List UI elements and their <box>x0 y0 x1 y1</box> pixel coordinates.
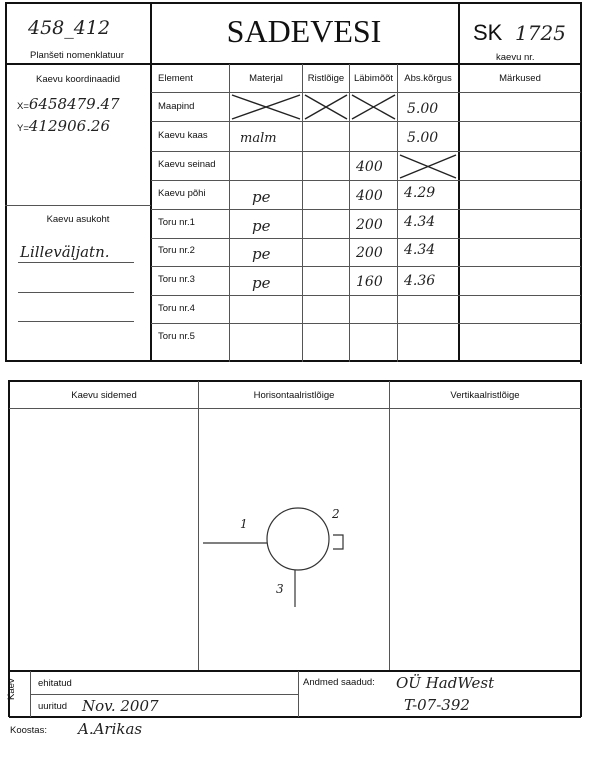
row-height: 4.34 <box>404 214 436 230</box>
built-label: ehitatud <box>38 678 72 689</box>
source-value-company: OÜ HadWest <box>396 674 495 692</box>
row-element: Kaevu seinad <box>158 159 216 170</box>
section-vertical: Vertikaalristlõige <box>450 390 520 401</box>
cross-mark <box>305 95 347 119</box>
row-height: 4.36 <box>404 273 436 289</box>
horizontal-section-sketch <box>199 409 389 669</box>
row-element: Toru nr.4 <box>158 303 195 314</box>
pipe-3-label: 3 <box>276 582 284 596</box>
source-label: Andmed saadud: <box>303 677 375 688</box>
col-header-notes: Märkused <box>499 73 541 84</box>
source-value-ref: T-07-392 <box>404 696 470 714</box>
pipe-1-label: 1 <box>240 517 248 531</box>
row-diameter: 200 <box>356 245 383 261</box>
checked-label: uuritud <box>38 701 68 712</box>
page-title: SADEVESI <box>226 13 382 49</box>
location-value: Lilleväljatn. <box>20 243 110 261</box>
section-connections: Kaevu sidemed <box>71 390 137 401</box>
cross-mark <box>232 95 300 119</box>
col-header-cross: Ristlõige <box>307 73 345 84</box>
row-diameter: 400 <box>356 188 383 204</box>
coord-x-prefix: X= <box>17 101 29 112</box>
row-element: Toru nr.2 <box>158 245 195 256</box>
row-material: pe <box>252 188 271 206</box>
kaev-label: Kaev <box>6 678 17 700</box>
row-height: 5.00 <box>407 130 439 146</box>
location-label: Kaevu asukoht <box>46 214 110 225</box>
col-header-height: Abs.kõrgus <box>404 73 452 84</box>
row-material: pe <box>252 217 271 235</box>
col-header-diameter: Läbimõõt <box>353 73 394 84</box>
row-material: pe <box>252 245 271 263</box>
row-element: Toru nr.5 <box>158 331 195 342</box>
pipe-2-label: 2 <box>332 507 340 521</box>
pipe-2-bracket <box>333 535 343 549</box>
section-horizontal: Horisontaalristlõige <box>253 390 335 401</box>
well-label: kaevu nr. <box>496 52 535 63</box>
cross-mark <box>400 155 456 178</box>
row-material: malm <box>240 131 277 146</box>
well-circle <box>267 508 329 570</box>
row-element: Kaevu kaas <box>158 130 208 141</box>
col-header-element: Element <box>158 73 193 84</box>
nomenclature-label: Planšeti nomenklatuur <box>30 50 124 61</box>
coords-label: Kaevu koordinaadid <box>36 74 120 85</box>
row-diameter: 400 <box>356 159 383 175</box>
compiler-value: A.Arikas <box>78 720 143 738</box>
row-element: Toru nr.1 <box>158 217 195 228</box>
checked-value: Nov. 2007 <box>82 697 159 715</box>
compiler-label: Koostas: <box>10 725 47 736</box>
row-material: pe <box>252 274 271 292</box>
coord-x-value: 6458479.47 <box>28 95 120 113</box>
row-diameter: 200 <box>356 217 383 233</box>
well-prefix: SK <box>473 20 503 45</box>
cross-mark <box>352 95 395 119</box>
row-element: Maapind <box>158 101 195 112</box>
col-header-material: Materjal <box>249 73 283 84</box>
row-height: 5.00 <box>407 101 439 117</box>
row-height: 4.34 <box>404 242 436 258</box>
nomenclature-value: 458_412 <box>28 17 111 39</box>
coord-y-prefix: Y= <box>17 123 29 134</box>
row-element: Toru nr.3 <box>158 274 195 285</box>
row-diameter: 160 <box>356 274 383 290</box>
row-element: Kaevu põhi <box>158 188 206 199</box>
well-number: 1725 <box>515 21 566 45</box>
coord-y-value: 412906.26 <box>28 117 111 135</box>
row-height: 4.29 <box>404 185 436 201</box>
